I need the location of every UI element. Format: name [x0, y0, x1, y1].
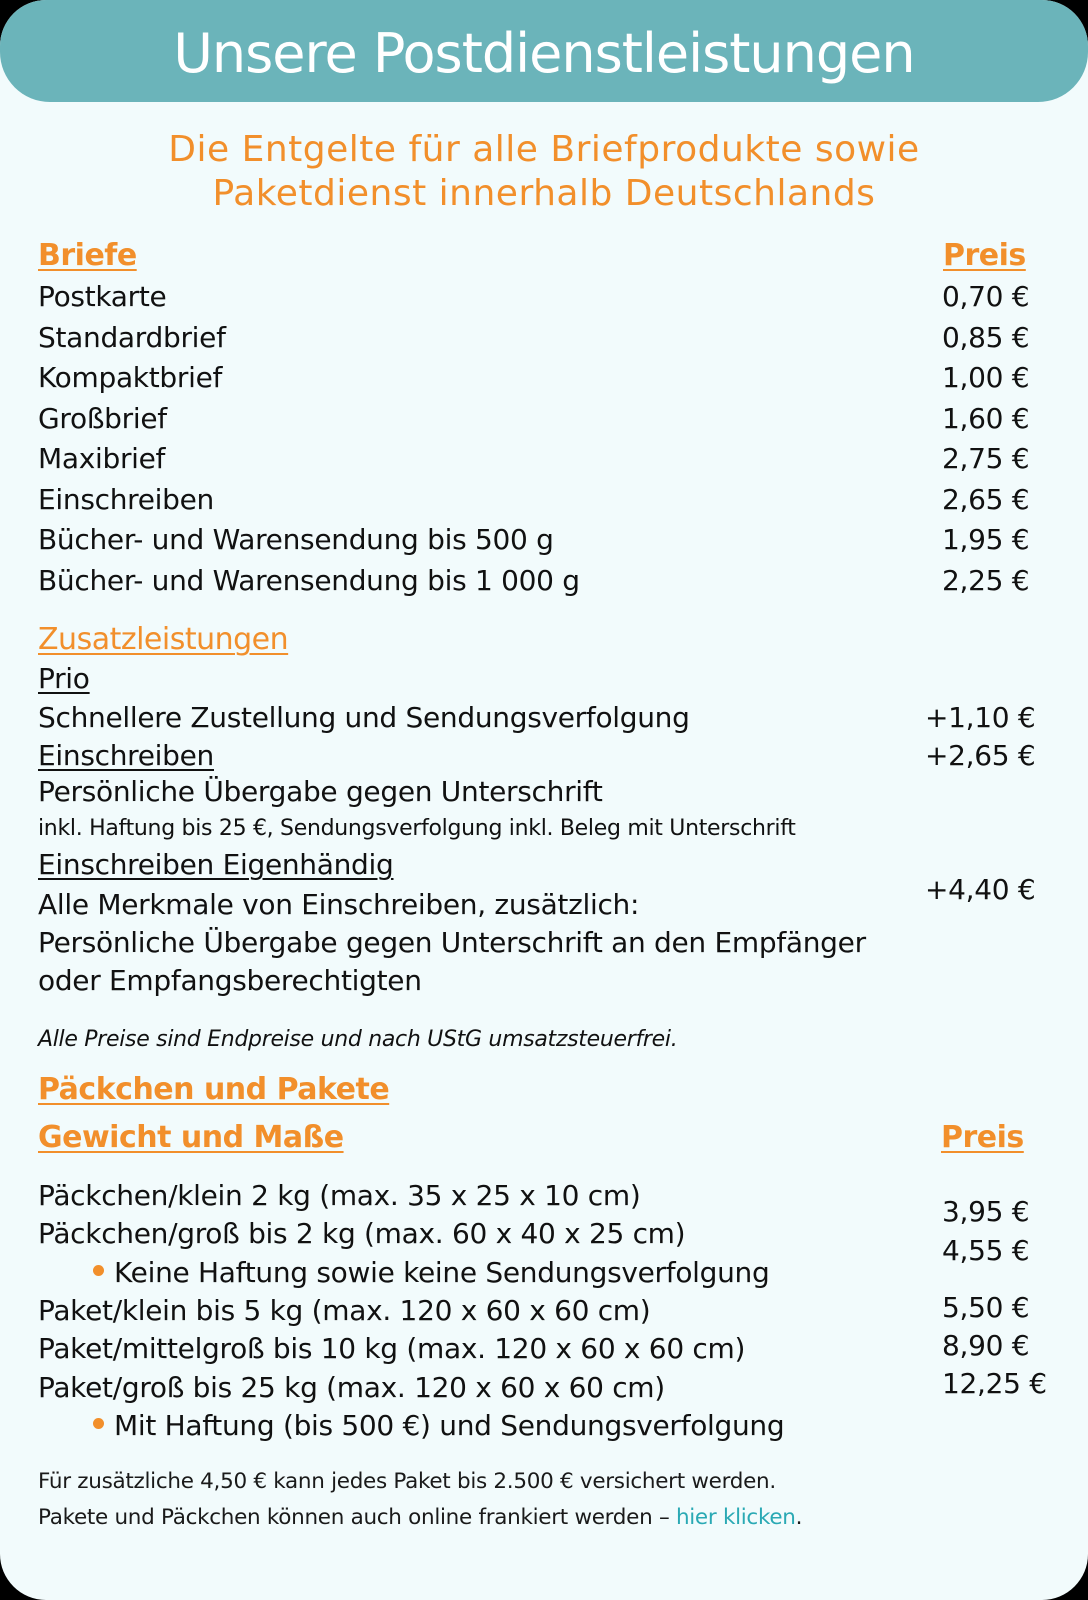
pakete-item-price: 5,50 € — [942, 1291, 1030, 1324]
pakete-item-label: Päckchen/groß bis 2 kg (max. 60 x 40 x 25 cm) — [38, 1217, 686, 1250]
prio-price: +1,10 € — [925, 701, 1036, 734]
pakete-bullet-1 — [93, 1253, 769, 1293]
briefe-item-price: 2,65 € — [942, 483, 1030, 516]
pakete-column-heading: Gewicht und Maße — [38, 1120, 344, 1155]
pakete-bullet-2-text: Mit Haftung (bis 500 €) und Sendungsverfolgung — [114, 1409, 785, 1442]
einschreiben-price: +2,65 € — [925, 739, 1036, 772]
online-postage-text: Pakete und Päckchen können auch online frankiert werden – — [38, 1505, 676, 1530]
pakete-price-heading: Preis — [941, 1120, 1024, 1155]
briefe-item-label: Bücher- und Warensendung bis 500 g — [38, 523, 554, 556]
header-banner — [0, 0, 1088, 102]
online-postage-suffix: . — [795, 1505, 803, 1530]
pakete-heading: Päckchen und Pakete — [38, 1072, 390, 1107]
briefe-item-label: Standardbrief — [38, 321, 226, 354]
briefe-item-price: 2,75 € — [942, 442, 1030, 475]
pakete-item-price: 3,95 € — [942, 1195, 1030, 1228]
pakete-item-label: Paket/groß bis 25 kg (max. 120 x 60 x 60 cm) — [38, 1371, 665, 1404]
briefe-price-heading: Preis — [943, 238, 1026, 273]
briefe-item-price: 1,00 € — [942, 361, 1030, 394]
briefe-item-label: Kompaktbrief — [38, 361, 223, 394]
page-title: Unsere Postdienstleistungen — [173, 21, 915, 85]
subtitle-line-2: Paketdienst innerhalb Deutschlands — [212, 173, 876, 214]
pakete-item-price: 12,25 € — [942, 1367, 1047, 1400]
eigenhaendig-title: Einschreiben Eigenhändig — [38, 848, 394, 881]
insurance-note: Für zusätzliche 4,50 € kann jedes Paket bis 2.500 € versichert werden. — [38, 1469, 776, 1494]
pakete-item-price: 8,90 € — [942, 1329, 1030, 1362]
briefe-heading: Briefe — [38, 238, 137, 273]
tax-note: Alle Preise sind Endpreise und nach UStG umsatzsteuerfrei. — [38, 1027, 678, 1052]
bullet-dot-icon — [93, 1265, 104, 1276]
briefe-item-label: Bücher- und Warensendung bis 1 000 g — [38, 564, 580, 597]
bullet-dot-icon — [93, 1418, 104, 1429]
pakete-item-label: Päckchen/klein 2 kg (max. 35 x 25 x 10 cm) — [38, 1179, 641, 1212]
zusatz-heading: Zusatzleistungen — [38, 622, 289, 657]
eigenhaendig-description-3: oder Empfangsberechtigten — [38, 964, 422, 997]
pakete-bullet-1-text: Keine Haftung sowie keine Sendungsverfolgung — [114, 1256, 770, 1289]
einschreiben-title: Einschreiben — [38, 739, 214, 772]
online-postage-note — [38, 1500, 802, 1536]
eigenhaendig-description-1: Alle Merkmale von Einschreiben, zusätzlich: — [38, 888, 640, 921]
briefe-item-price: 0,85 € — [942, 321, 1030, 354]
briefe-item-label: Großbrief — [38, 402, 167, 435]
pakete-item-price: 4,55 € — [942, 1234, 1030, 1267]
einschreiben-description: Persönliche Übergabe gegen Unterschrift — [38, 775, 603, 808]
briefe-item-label: Postkarte — [38, 280, 167, 313]
briefe-item-label: Maxibrief — [38, 442, 166, 475]
subtitle — [0, 128, 1088, 216]
prio-description: Schnellere Zustellung und Sendungsverfolgung — [38, 701, 690, 734]
pakete-item-label: Paket/mittelgroß bis 10 kg (max. 120 x 60 x 60 cm) — [38, 1332, 746, 1365]
prio-title: Prio — [38, 662, 90, 695]
briefe-item-label: Einschreiben — [38, 483, 214, 516]
briefe-item-price: 2,25 € — [942, 564, 1030, 597]
subtitle-line-1: Die Entgelte für alle Briefprodukte sowie — [168, 129, 920, 170]
briefe-item-price: 1,60 € — [942, 402, 1030, 435]
pakete-item-label: Paket/klein bis 5 kg (max. 120 x 60 x 60 cm) — [38, 1294, 651, 1327]
briefe-item-price: 0,70 € — [942, 280, 1030, 313]
pakete-bullet-2 — [93, 1406, 784, 1446]
eigenhaendig-description-2: Persönliche Übergabe gegen Unterschrift an den Empfänger — [38, 926, 866, 959]
einschreiben-note: inkl. Haftung bis 25 €, Sendungsverfolgung inkl. Beleg mit Unterschrift — [38, 816, 796, 841]
briefe-item-price: 1,95 € — [942, 523, 1030, 556]
eigenhaendig-price: +4,40 € — [925, 873, 1036, 906]
click-here-link[interactable]: hier klicken — [675, 1505, 796, 1530]
